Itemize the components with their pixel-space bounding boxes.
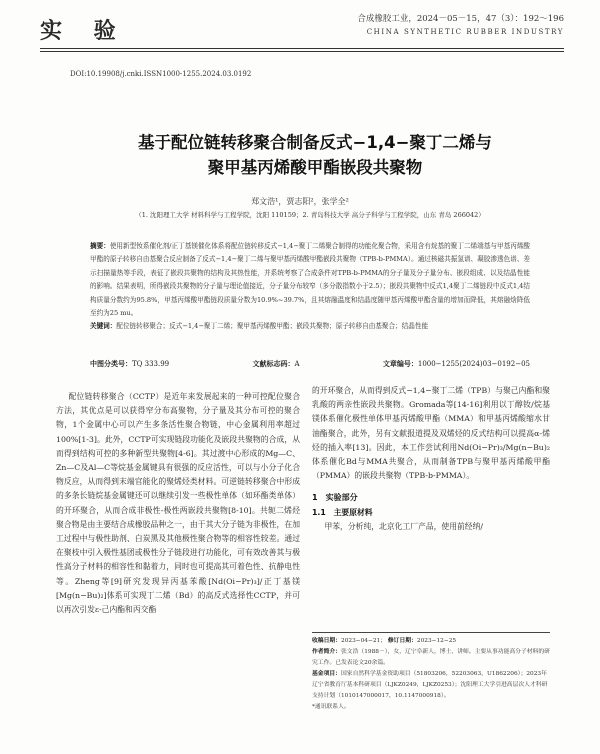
journal-name-en: CHINA SYNTHETIC RUBBER INDUSTRY — [366, 28, 564, 36]
body-column-right — [312, 384, 550, 534]
section-heading-experimental: 1 实验部分 — [312, 493, 358, 503]
authors: 郑文浩¹，贾志阳²，张学全² — [251, 197, 349, 206]
paragraph-materials: 甲苯，分析纯，北京化工厂产品，使用前经纳/ — [324, 521, 484, 531]
footnote — [312, 632, 550, 713]
paragraph-intro-cont: 的开环聚合，从而得到反式−1,4−聚丁二烯（TPB）与聚己内酯和聚乳酸的两亲性嵌段共聚物。Gromada等[14-16]利用以丁醇钕/烷基镁体系催化极性单体甲基丙烯酸甲酯（MMA）和甲基丙烯酸缩水甘油酯聚合，此外，另有文献报道提及双烯烃的反式结构可以提高α-烯烃的插入率[13]。因此，本工作尝试利用Nd(Oi−Pr)₃/Mg(n−Bu)₂体系催化Bd与MMA共聚合，从而制备TPB与聚甲基丙烯酸甲酯（PMMA）的嵌段共聚物（TPB-b-PMMA）。 — [312, 386, 550, 481]
footnote-bio: 作者简介：张文浩（1988－），女，辽宁阜新人，博士，讲师。主要从事功能高分子材料的研究工作。已发表论文20余篇。 — [312, 649, 550, 666]
section-label: 实 验 — [40, 18, 128, 44]
journal-citation: 合成橡胶工业，2024－05－15，47（3）：192～196 — [357, 14, 564, 24]
body-column-left: 配位链转移聚合（CCTP）是近年来发展起来的一种可控配位聚合方法，其优点是可以获得窄分布高聚物，分子量及其分布可控的聚合物，1个金属中心可以产生多条活性聚合物链，中心金属利用率超过100%[1-3]。此外，CCTP可实现链段功能化及嵌段共聚物的合成，从而得到结构可控的多种新型共聚物[4-6]。其过渡中心形成的Mg—C、Zn—C及Al—C等烷基金属键具有很强的反应活性，可以与小分子化合物反应，从而得到末端官能化的聚烯烃类材料。可逆链转移聚合中形成的多条长链烷基金属键还可以继续引发一些极性单体（如环酯类单体）的开环聚合，从而合成非极性-极性两嵌段共聚物[8-10]。共轭二烯烃聚合物是由主要结合成橡胶品种之一，由于其大分子链为非极性，在加工过程中与极性助剂、白炭黑及其他极性聚合物等的相容性较差。通过在聚枝中引入极性基团或极性分子链段进行功能化，可有效改善其与极性高分子材料的相容性和黏着力，同时也可提高其可着色性、抗静电性等。Zheng等[9]研究发现异丙基苯酸[Nd(Oi−Pr)₃]/正丁基镁[Mg(n−Bu)₂]体系可实现丁二烯（Bd）的高反式选择性CCTP，并可以再次引发ε-己内酯和丙交酯 — [56, 392, 300, 615]
header-divider — [40, 48, 564, 49]
affiliation: （1. 沈阳理工大学 材料科学与工程学院，沈阳 110159；2. 青岛科技大学 高分子科学与工程学院，山东 青岛 266042） — [135, 211, 485, 219]
article-id: 文章编号：1000−1255(2024)03−0192−05 — [382, 359, 530, 368]
clc-code: 中图分类号：TQ 333.99 — [90, 359, 170, 368]
paper-title — [70, 130, 560, 180]
footnote-contact: *通讯联系人。 — [312, 704, 350, 710]
abstract-label: 摘要： — [90, 242, 110, 250]
footnote-dates: 收稿日期：2023−04−21； 修订日期：2023−12−25 — [312, 638, 457, 644]
document-code: 文献标志码：A — [252, 359, 300, 368]
keywords-text: 配位链转移聚合；反式−1,4−聚丁二烯；聚甲基丙烯酸甲酯；嵌段共聚物；原子转移自由基聚合；结晶性能 — [116, 322, 429, 331]
title-line-1: 基于配位链转移聚合制备反式−1,4−聚丁二烯与 — [138, 133, 492, 152]
keywords-label: 关键词： — [90, 322, 117, 331]
subsection-heading-materials: 1.1 主要原材料 — [312, 507, 373, 517]
abstract — [90, 240, 530, 334]
doi[interactable]: DOI:10.19908/j.cnki.ISSN1000-1255.2024.03.0192 — [70, 70, 252, 78]
classification-line — [90, 359, 530, 369]
abstract-text: 使用新型钕系催化剂/正丁基镁催化体系将配位链转移反式−1,4−聚丁二烯聚合制得的功能化聚合物，采用含有烷基的聚丁二烯端基与甲基丙烯酸甲酯的原子转移自由基聚合反应制备了反式−1,4−聚丁二烯与聚甲基丙烯酸甲酯嵌段共聚物（TPB-b-PMMA）。通过核磁共振氢谱、凝胶渗透色谱、差示扫描量热等手段，表征了嵌段共聚物的结构及其热性能，并系统考察了合成条件对TPB-b-PMMA的分子量及分子量分布、嵌段组成、以及结晶性能的影响。结果表明，所得嵌段共聚物的分子量与理论值接近，分子量分布较窄（多分散指数小于2.5）；嵌段共聚物中反式1,4聚丁二烯链段中反式1,4结构质量分数约为95.8%，甲基丙烯酸甲酯链段质量分数为10.9%~39.7%，且其熔融温度和结晶度随甲基丙烯酸甲酯含量的增加而降低，其熔融焓降低至约为25 mu。 — [90, 242, 530, 318]
title-line-2: 聚甲基丙烯酸甲酯嵌段共聚物 — [207, 158, 423, 177]
footnote-funding: 基金项目：国家自然科学基金资助项目（51803206，52203063，U1862206）；2023年辽宁省教育厅基本科研项目（LJKZ0249，LJKZ0253）；沈阳理工大学引进高层次人才科研支持计划（1010147000017，10.1147000918）。 — [312, 671, 548, 699]
header-divider-thin — [40, 51, 564, 52]
